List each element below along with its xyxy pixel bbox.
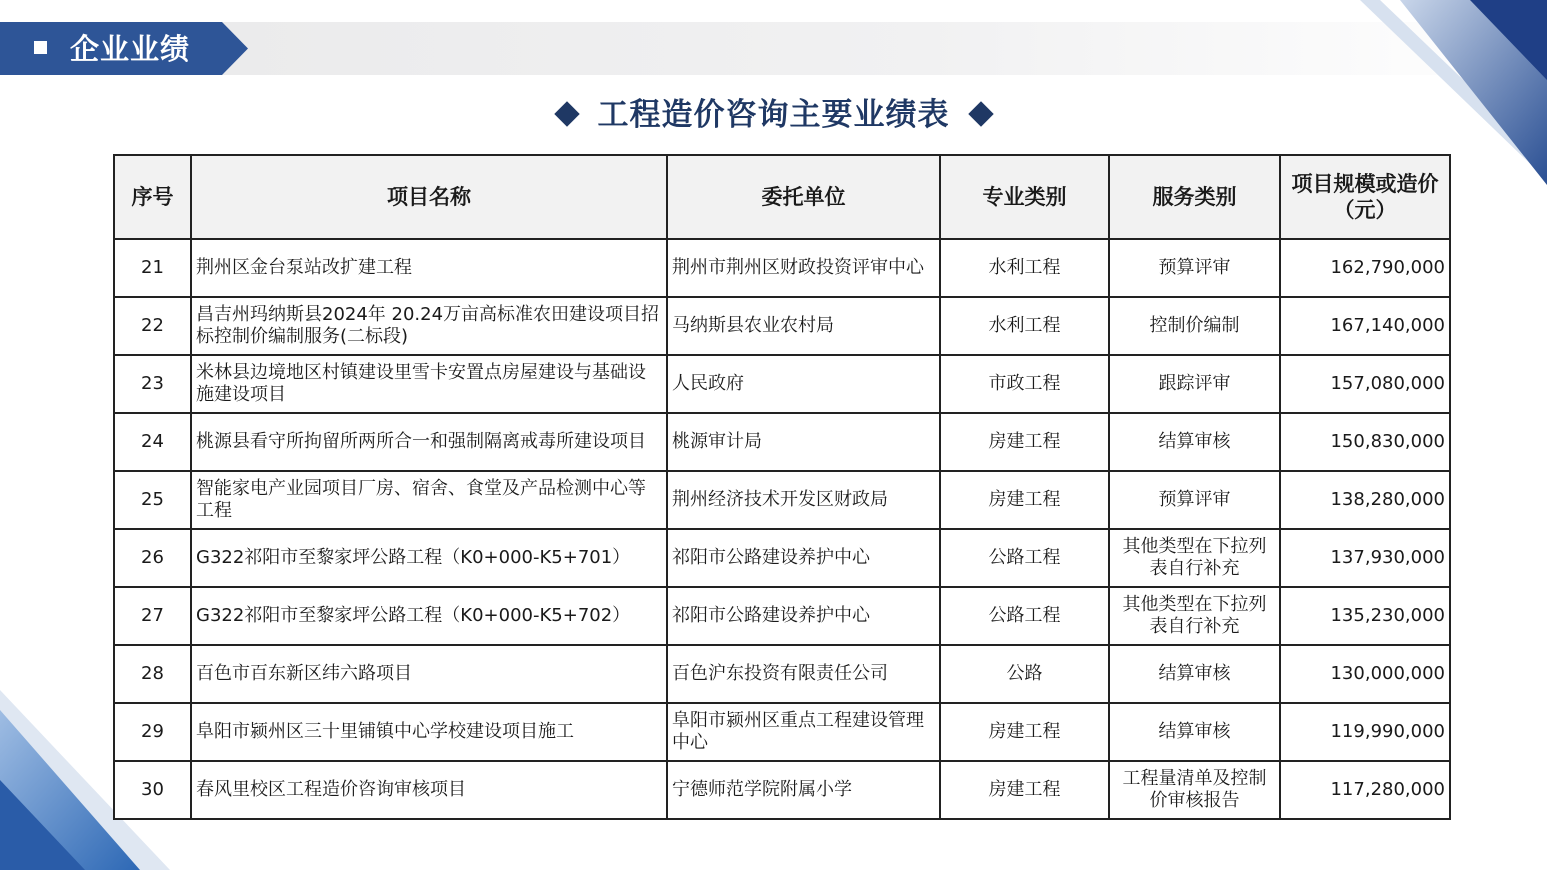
- cell-index: 23: [114, 355, 191, 413]
- cell-index: 26: [114, 529, 191, 587]
- cell-project-name: 昌吉州玛纳斯县2024年 20.24万亩高标准农田建设项目招标控制价编制服务(二标段): [191, 297, 667, 355]
- cell-major: 公路工程: [940, 587, 1109, 645]
- header-cell-amount: 项目规模或造价（元）: [1280, 155, 1450, 239]
- cell-service: 结算审核: [1109, 413, 1280, 471]
- cell-index: 22: [114, 297, 191, 355]
- cell-amount: 117,280,000: [1280, 761, 1450, 819]
- table-row: [114, 471, 1450, 529]
- table-row: [114, 703, 1450, 761]
- cell-client: 荆州经济技术开发区财政局: [667, 471, 940, 529]
- cell-amount: 135,230,000: [1280, 587, 1450, 645]
- cell-index: 25: [114, 471, 191, 529]
- cell-index: 27: [114, 587, 191, 645]
- cell-amount: 138,280,000: [1280, 471, 1450, 529]
- cell-amount: 162,790,000: [1280, 239, 1450, 297]
- cell-amount: 150,830,000: [1280, 413, 1450, 471]
- cell-service: 预算评审: [1109, 239, 1280, 297]
- section-title: 企业业绩: [70, 32, 191, 66]
- cell-client: 宁德师范学院附属小学: [667, 761, 940, 819]
- table-row: [114, 355, 1450, 413]
- cell-service: 预算评审: [1109, 471, 1280, 529]
- cell-project-name: 荆州区金台泵站改扩建工程: [191, 239, 667, 297]
- header-cell-service: 服务类别: [1109, 155, 1280, 239]
- cell-amount: 137,930,000: [1280, 529, 1450, 587]
- cell-major: 水利工程: [940, 297, 1109, 355]
- cell-index: 29: [114, 703, 191, 761]
- cell-service: 跟踪评审: [1109, 355, 1280, 413]
- square-bullet-icon: [34, 41, 47, 54]
- table-title-text: 工程造价咨询主要业绩表: [597, 97, 950, 133]
- table-row: [114, 239, 1450, 297]
- header-cell-project-name: 项目名称: [191, 155, 667, 239]
- cell-index: 24: [114, 413, 191, 471]
- cell-major: 公路工程: [940, 529, 1109, 587]
- table-row: [114, 587, 1450, 645]
- diamond-icon: [554, 101, 579, 126]
- cell-major: 水利工程: [940, 239, 1109, 297]
- performance-table-wrapper: [113, 154, 1451, 820]
- cell-client: 百色沪东投资有限责任公司: [667, 645, 940, 703]
- cell-project-name: G322祁阳市至黎家坪公路工程（K0+000-K5+701）: [191, 529, 667, 587]
- cell-service: 结算审核: [1109, 703, 1280, 761]
- cell-client: 马纳斯县农业农村局: [667, 297, 940, 355]
- cell-project-name: 桃源县看守所拘留所两所合一和强制隔离戒毒所建设项目: [191, 413, 667, 471]
- header-cell-index: 序号: [114, 155, 191, 239]
- cell-project-name: 智能家电产业园项目厂房、宿舍、食堂及产品检测中心等工程: [191, 471, 667, 529]
- cell-amount: 157,080,000: [1280, 355, 1450, 413]
- cell-service: 其他类型在下拉列表自行补充: [1109, 587, 1280, 645]
- cell-major: 房建工程: [940, 703, 1109, 761]
- performance-table: [113, 154, 1451, 820]
- table-title: [0, 92, 1547, 138]
- table-row: [114, 413, 1450, 471]
- cell-major: 房建工程: [940, 761, 1109, 819]
- cell-project-name: G322祁阳市至黎家坪公路工程（K0+000-K5+702）: [191, 587, 667, 645]
- cell-project-name: 米林县边境地区村镇建设里雪卡安置点房屋建设与基础设施建设项目: [191, 355, 667, 413]
- cell-major: 房建工程: [940, 413, 1109, 471]
- cell-project-name: 阜阳市颍州区三十里铺镇中心学校建设项目施工: [191, 703, 667, 761]
- table-row: [114, 529, 1450, 587]
- cell-service: 控制价编制: [1109, 297, 1280, 355]
- cell-amount: 119,990,000: [1280, 703, 1450, 761]
- diamond-icon: [968, 101, 993, 126]
- cell-client: 阜阳市颍州区重点工程建设管理中心: [667, 703, 940, 761]
- cell-index: 28: [114, 645, 191, 703]
- table-row: [114, 645, 1450, 703]
- cell-client: 人民政府: [667, 355, 940, 413]
- cell-service: 工程量清单及控制价审核报告: [1109, 761, 1280, 819]
- table-row: [114, 761, 1450, 819]
- cell-project-name: 百色市百东新区纬六路项目: [191, 645, 667, 703]
- cell-index: 30: [114, 761, 191, 819]
- cell-index: 21: [114, 239, 191, 297]
- cell-major: 公路: [940, 645, 1109, 703]
- table-header-row: [114, 155, 1450, 239]
- cell-major: 房建工程: [940, 471, 1109, 529]
- table-row: [114, 297, 1450, 355]
- cell-amount: 167,140,000: [1280, 297, 1450, 355]
- cell-service: 结算审核: [1109, 645, 1280, 703]
- header-cell-client: 委托单位: [667, 155, 940, 239]
- cell-service: 其他类型在下拉列表自行补充: [1109, 529, 1280, 587]
- cell-client: 祁阳市公路建设养护中心: [667, 529, 940, 587]
- cell-client: 桃源审计局: [667, 413, 940, 471]
- cell-project-name: 春风里校区工程造价咨询审核项目: [191, 761, 667, 819]
- cell-amount: 130,000,000: [1280, 645, 1450, 703]
- cell-major: 市政工程: [940, 355, 1109, 413]
- cell-client: 祁阳市公路建设养护中心: [667, 587, 940, 645]
- cell-client: 荆州市荆州区财政投资评审中心: [667, 239, 940, 297]
- header-cell-major: 专业类别: [940, 155, 1109, 239]
